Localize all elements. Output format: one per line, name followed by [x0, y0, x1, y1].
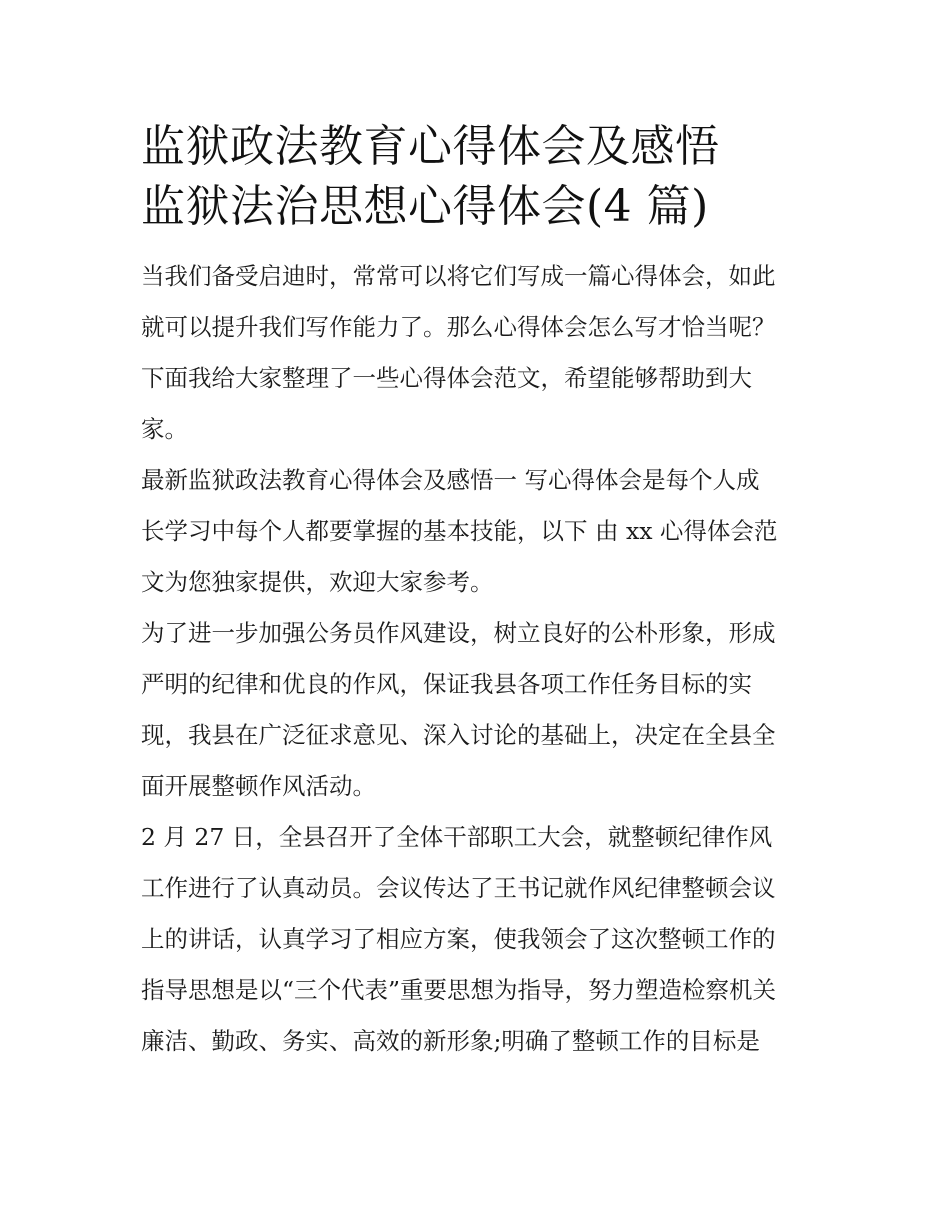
- title-line: 监狱政法教育心得体会及感悟: [141, 121, 720, 172]
- text-line: 指导思想是以“三个代表”重要思想为指导，努力塑造检察机关: [141, 976, 777, 1004]
- title-line: 监狱法治思想心得体会(4 篇): [141, 181, 709, 232]
- text-line: 上的讲话，认真学习了相应方案，使我领会了这次整顿工作的: [141, 925, 776, 953]
- work-style-paragraph: [141, 608, 821, 812]
- text-line: 廉洁、勤政、务实、高效的新形象;明确了整顿工作的目标是: [141, 1027, 760, 1055]
- meeting-paragraph: [141, 812, 821, 1067]
- text-line: 严明的纪律和优良的作风，保证我县各项工作任务目标的实: [141, 670, 752, 698]
- text-line: 文为您独家提供，欢迎大家参考。: [141, 568, 494, 596]
- section-one-paragraph: [141, 455, 821, 608]
- text-line: 面开展整顿作风活动。: [141, 772, 376, 800]
- document-body: [141, 117, 821, 1067]
- text-line: 下面我给大家整理了一些心得体会范文，希望能够帮助到大: [141, 364, 752, 392]
- text-line: 工作进行了认真动员。会议传达了王书记就作风纪律整顿会议: [141, 874, 776, 902]
- document-title: [141, 117, 821, 237]
- text-line: 为了进一步加强公务员作风建设，树立良好的公朴形象，形成: [141, 619, 776, 647]
- text-line: 最新监狱政法教育心得体会及感悟一 写心得体会是每个人成: [141, 466, 760, 494]
- text-line: 2 月 27 日，全县召开了全体干部职工大会，就整顿纪律作风: [141, 823, 773, 851]
- intro-paragraph: [141, 251, 821, 455]
- text-line: 家。: [141, 415, 188, 443]
- text-line: 现，我县在广泛征求意见、深入讨论的基础上，决定在全县全: [141, 721, 776, 749]
- text-line: 就可以提升我们写作能力了。那么心得体会怎么写才恰当呢？: [141, 313, 776, 341]
- text-line: 当我们备受启迪时，常常可以将它们写成一篇心得体会，如此: [141, 262, 776, 290]
- text-line: 长学习中每个人都要掌握的基本技能，以下 由 xx 心得体会范: [141, 517, 778, 545]
